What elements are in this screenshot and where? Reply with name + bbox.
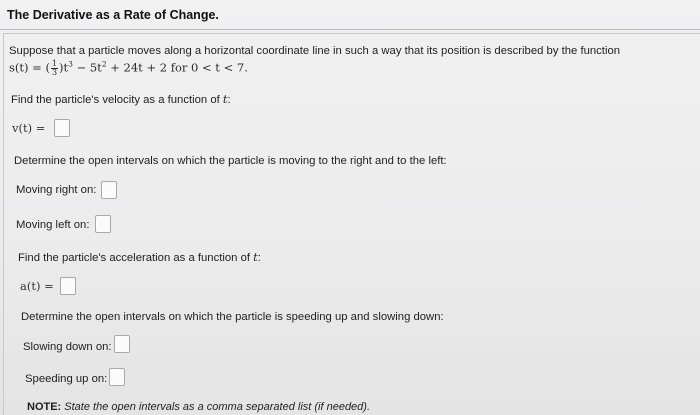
- acceleration-prompt-text: Find the particle's acceleration as a function of: [18, 252, 254, 264]
- velocity-prompt-text: Find the particle's velocity as a function of: [11, 94, 223, 106]
- velocity-prompt-var: t: [222, 92, 228, 106]
- speeding-up-answer-box[interactable]: [109, 368, 125, 386]
- speed-prompt: Determine the open intervals on which the particle is speeding up and slowing down:: [21, 311, 444, 323]
- moving-right-label: Moving right on:: [16, 184, 97, 196]
- moving-right-answer-box[interactable]: [101, 181, 117, 199]
- function-part-3: + 24t + 2 for 0 < t < 7.: [106, 60, 248, 75]
- moving-left-answer-box[interactable]: [95, 215, 111, 233]
- moving-left-label: Moving left on:: [16, 219, 90, 231]
- direction-prompt: Determine the open intervals on which the particle is moving to the right and to the left:: [14, 155, 447, 167]
- note-label: NOTE:: [27, 401, 62, 413]
- acceleration-prompt-colon: :: [257, 252, 261, 264]
- slowing-down-answer-box[interactable]: [114, 335, 130, 353]
- velocity-label: v(t) =: [12, 121, 46, 135]
- speeding-up-label: Speeding up on:: [25, 373, 108, 385]
- velocity-prompt: [11, 92, 231, 106]
- note: [27, 401, 370, 413]
- exponent-3: 3: [68, 59, 73, 69]
- position-function: [9, 60, 248, 77]
- fraction-numerator: 1: [51, 59, 58, 68]
- title-divider: [0, 29, 700, 30]
- velocity-prompt-colon: :: [227, 94, 231, 106]
- function-lhs: s(t) = (: [9, 60, 50, 75]
- acceleration-answer-box[interactable]: [60, 277, 76, 295]
- velocity-answer-box[interactable]: [54, 119, 70, 137]
- note-text: State the open intervals as a comma separated list (if needed).: [61, 401, 371, 413]
- slowing-down-label: Slowing down on:: [23, 341, 112, 353]
- function-part-2: − 5t: [72, 60, 102, 75]
- acceleration-prompt-var: t: [253, 250, 258, 264]
- one-third-fraction: [51, 60, 58, 77]
- exponent-2: 2: [101, 59, 107, 69]
- fraction-denominator: 3: [51, 68, 58, 77]
- function-part-1: )t: [59, 60, 69, 75]
- intro-sentence: Suppose that a particle moves along a horizontal coordinate line in such a way that its position is described by the function: [9, 45, 621, 57]
- acceleration-label: a(t) =: [20, 279, 54, 293]
- acceleration-prompt: [18, 250, 261, 264]
- page-title: The Derivative as a Rate of Change.: [7, 8, 219, 22]
